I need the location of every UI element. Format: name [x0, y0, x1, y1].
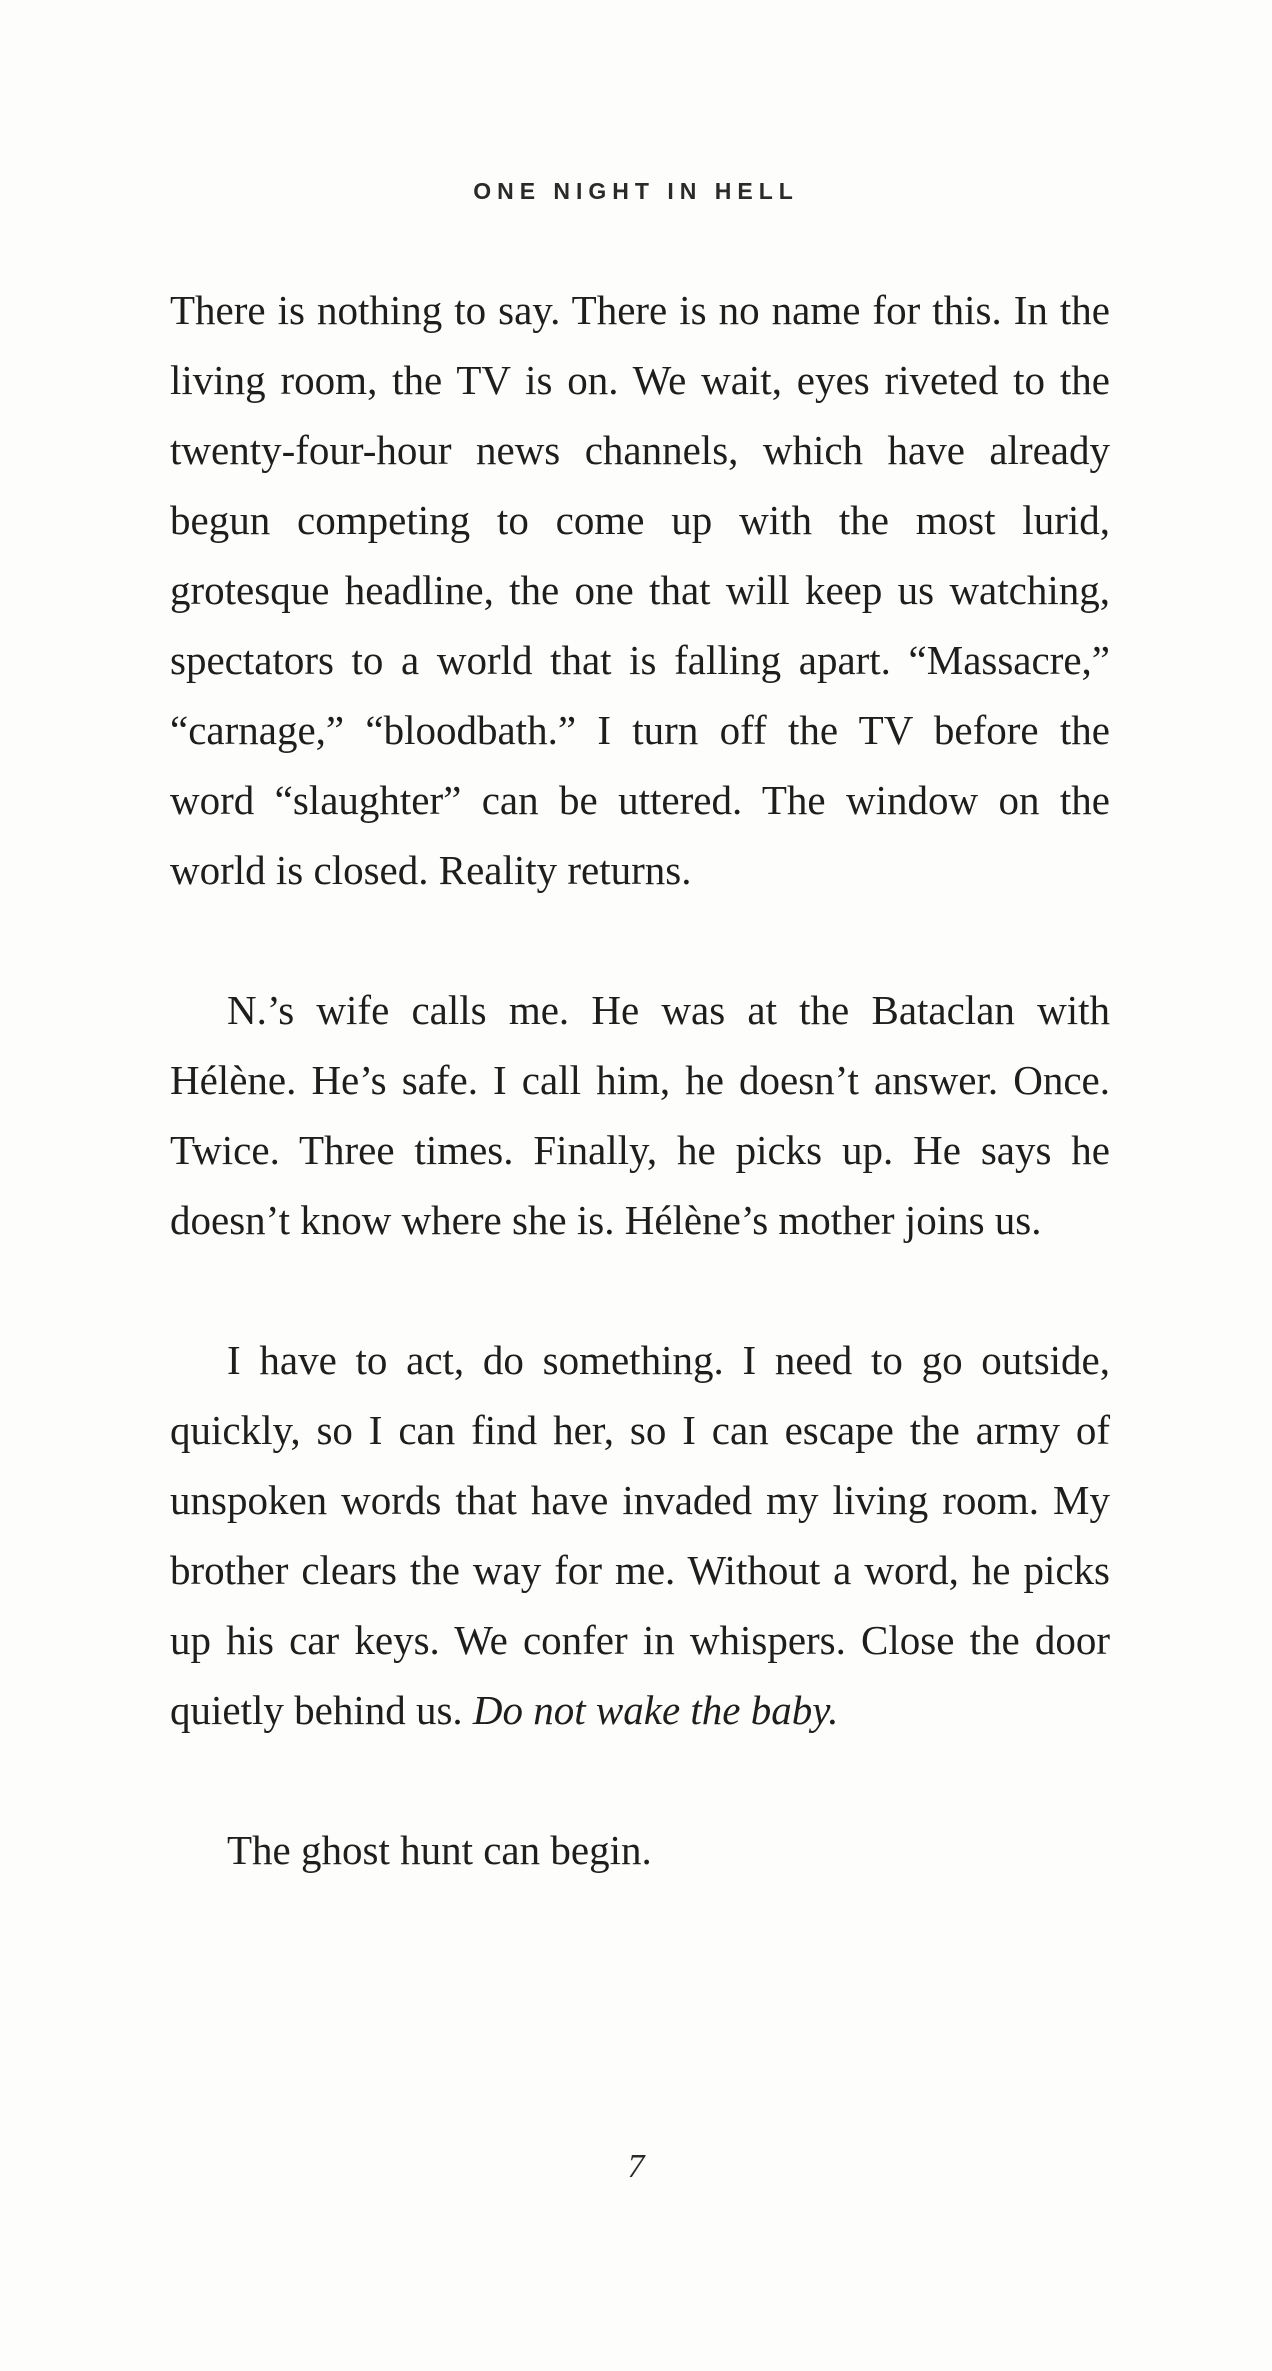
italic-emphasis: Do not wake the baby.	[472, 1687, 839, 1733]
paragraph-1-text: There is nothing to say. There is no name for this. In the living room, the TV is on. We wait, eyes riveted to the twenty-four-hour news channels, which have already begun competing to come up with the most lurid, grotesque headline, the one that will keep us watching, spectators to a world that is falling apart. “Massacre,” “carnage,” “bloodbath.” I turn off the TV before the word “slaughter” can be uttered. The window on the world is closed. Reality returns.	[170, 287, 1110, 893]
paragraph-3-text: I have to act, do something. I need to go outside, quickly, so I can find her, so I can escape the army of unspoken words that have invaded my living room. My brother clears the way for me. Without a word, he picks up his car keys. We confer in whispers. Close the door quietly behind us.	[170, 1337, 1110, 1733]
paragraph-2	[170, 975, 1110, 1255]
page-number: 7	[627, 2148, 645, 2185]
paragraph-1	[170, 275, 1110, 905]
body-text	[170, 275, 1110, 1885]
paragraph-3	[170, 1325, 1110, 1745]
paragraph-4-text: The ghost hunt can begin.	[227, 1827, 652, 1873]
running-head: ONE NIGHT IN HELL	[473, 178, 799, 204]
paragraph-2-text: N.’s wife calls me. He was at the Bataclan with Hélène. He’s safe. I call him, he doesn’t answer. Once. Twice. Three times. Finally, he picks up. He says he doesn’t know where she is. Hélène’s mother joins us.	[170, 987, 1110, 1243]
paragraph-4	[170, 1815, 1110, 1885]
